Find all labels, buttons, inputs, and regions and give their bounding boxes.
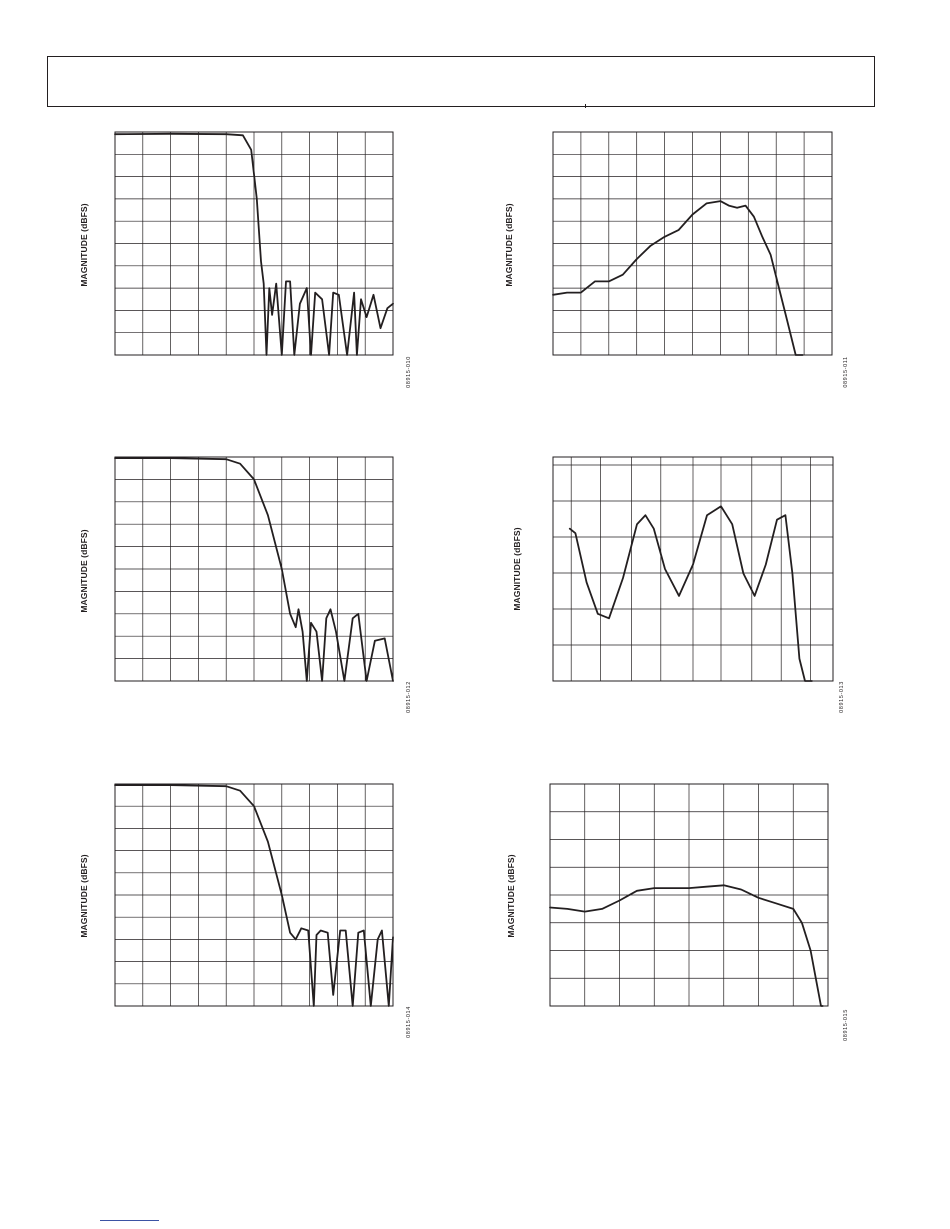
chart-1-ylabel: MAGNITUDE (dBFS) [79, 203, 89, 287]
chart-3-figure-id: 08915-012 [406, 681, 412, 713]
chart-1-figure-id: 08915-010 [406, 356, 412, 388]
chart-5-figure-id: 08915-014 [406, 1006, 412, 1038]
chart-5-ylabel: MAGNITUDE (dBFS) [79, 854, 89, 938]
chart-2-figure-id: 08915-011 [843, 356, 849, 388]
chart-6-ylabel: MAGNITUDE (dBFS) [506, 854, 516, 938]
series-line [550, 885, 823, 1006]
chart-6-figure-id: 08915-015 [843, 1009, 849, 1041]
footer-link-underline [100, 1220, 159, 1221]
chart-4-figure-id: 08915-013 [839, 681, 845, 713]
chart-3-ylabel: MAGNITUDE (dBFS) [79, 529, 89, 613]
chart-4-ylabel: MAGNITUDE (dBFS) [512, 527, 522, 611]
chart-2-ylabel: MAGNITUDE (dBFS) [504, 203, 514, 287]
